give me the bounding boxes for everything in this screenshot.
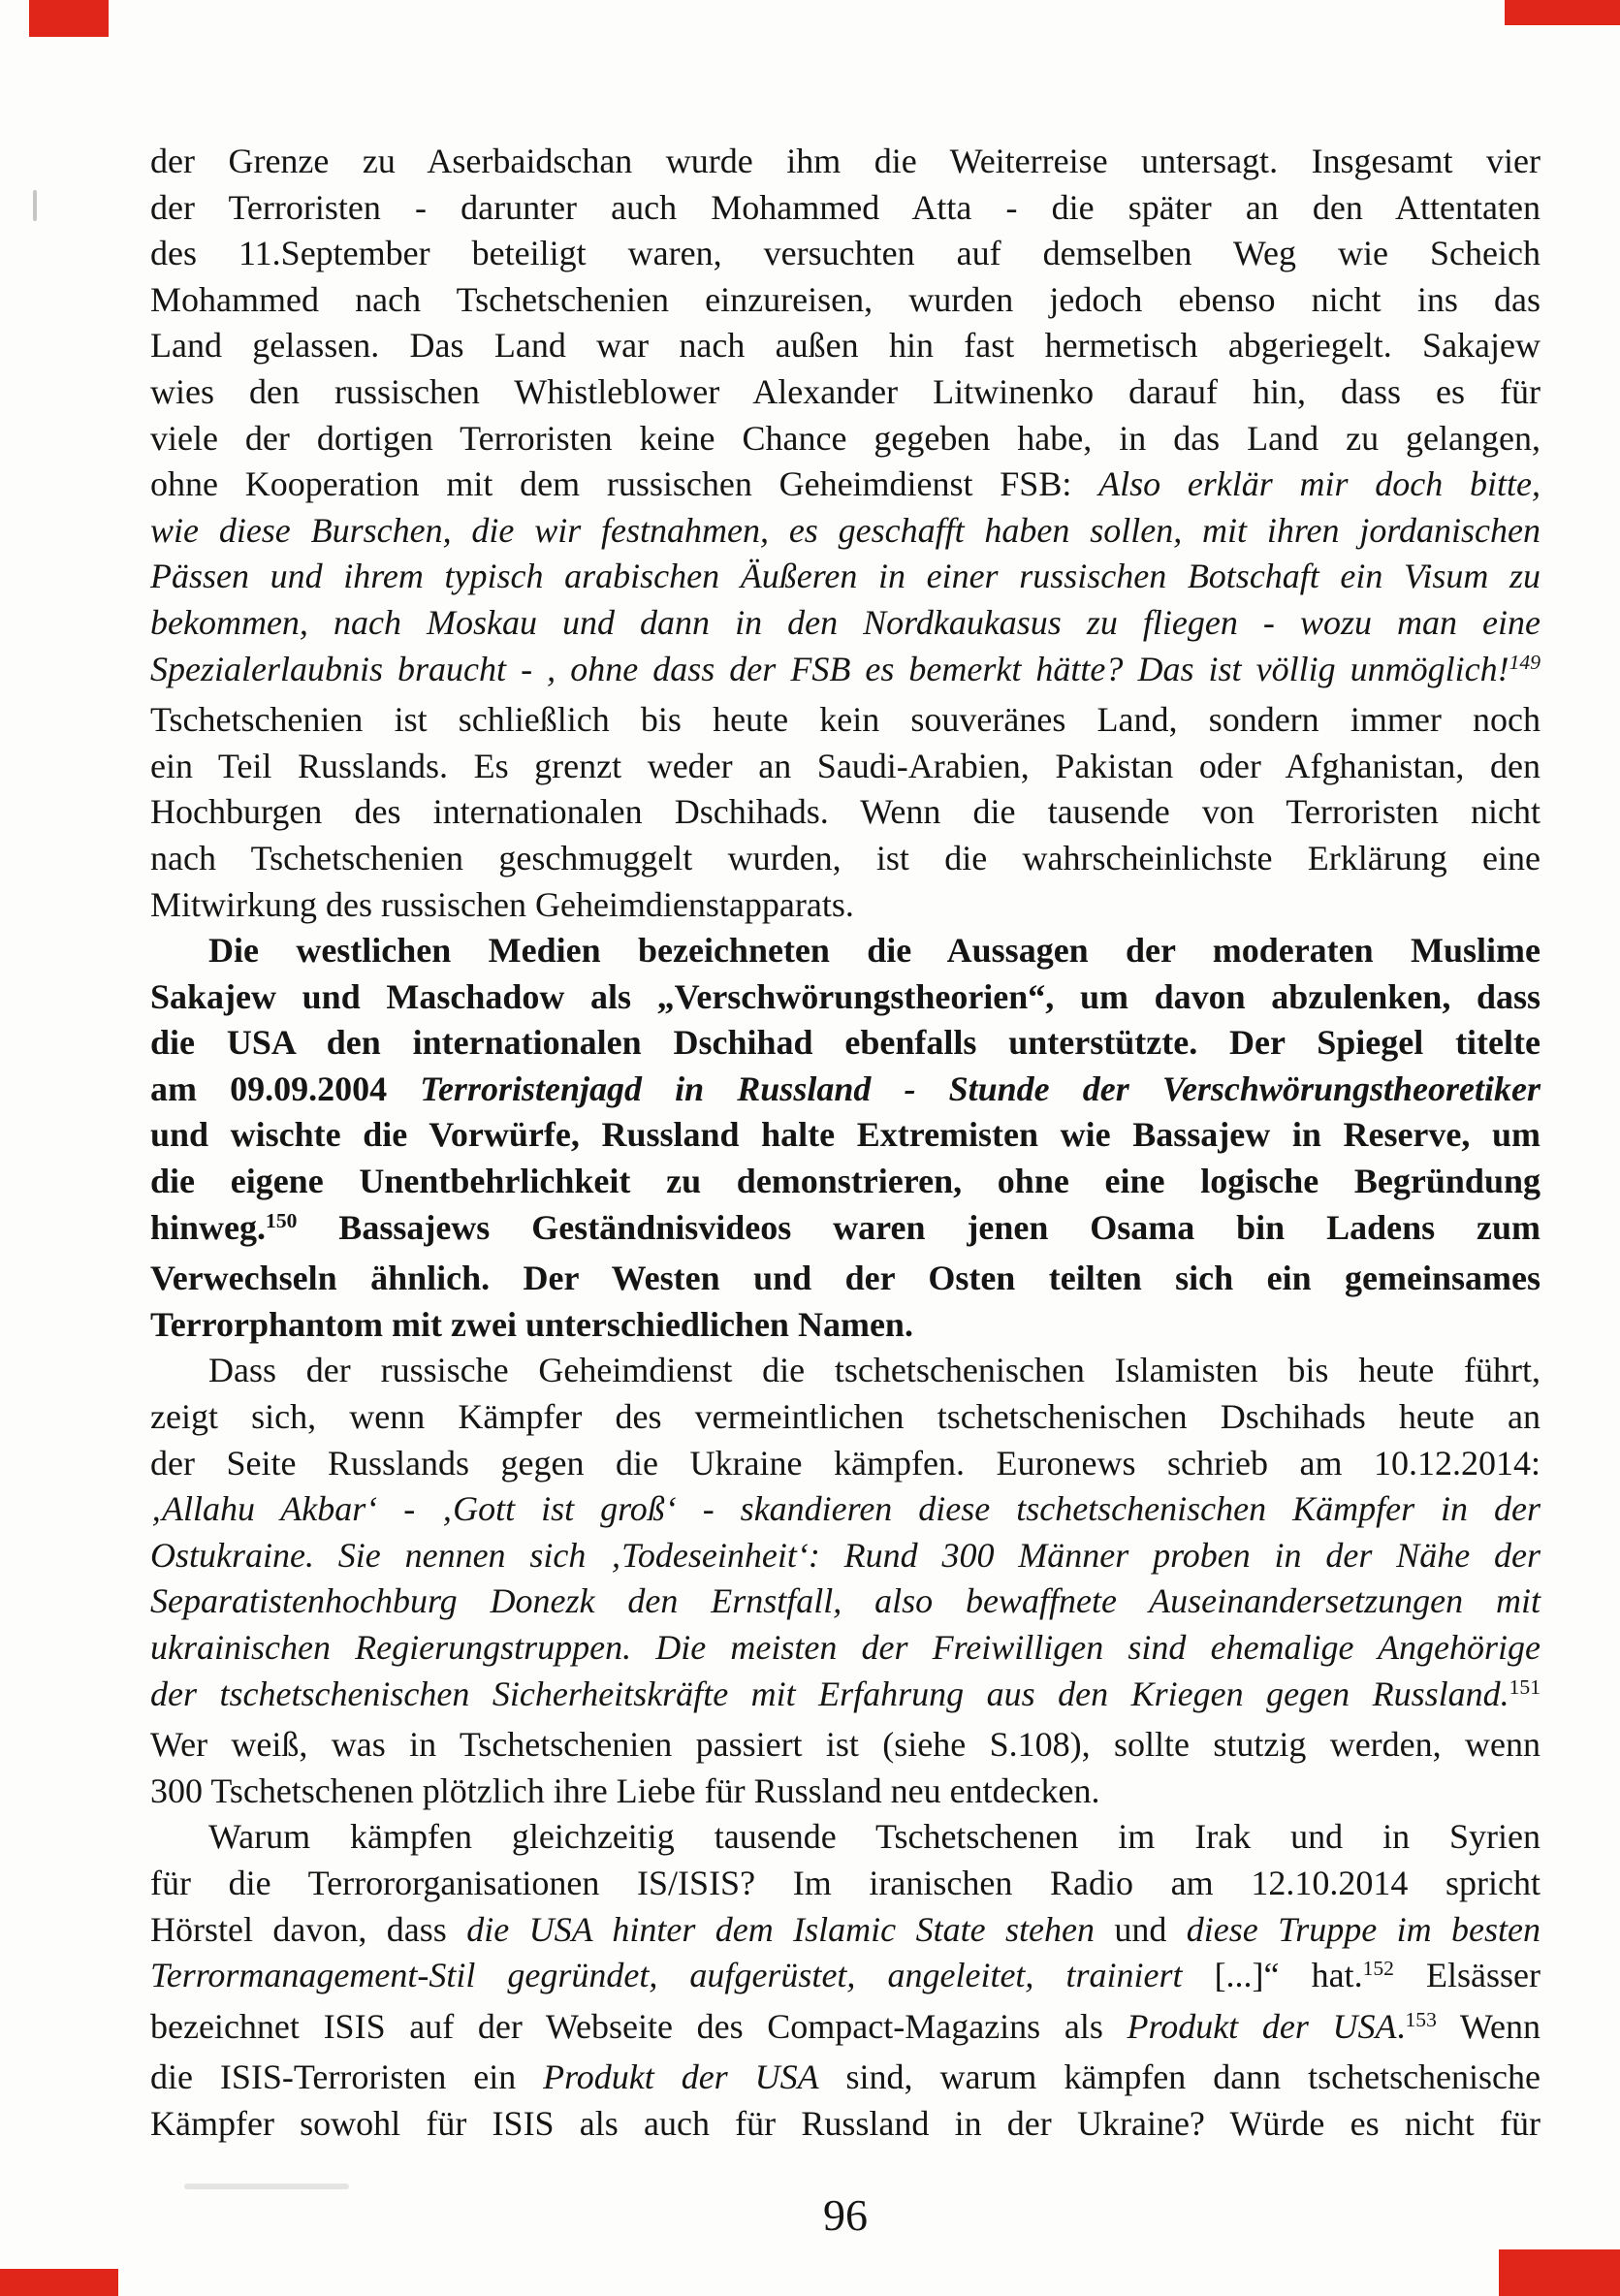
text-line [150,882,1541,929]
text-run: Terroristenjagd in Russland - Stunde der Verschwörungstheoretiker [420,1068,1541,1108]
text-run: Kämpfer sowohl für ISIS als auch für Russland in der Ukraine? Würde es nicht für [150,2103,1541,2143]
text-run: Hörstel davon, dass [150,1909,467,1949]
text-line [150,647,1541,698]
text-run: Produkt der USA [543,2057,819,2097]
text-run: Tschetschenien ist schließlich bis heute kein souveränes Land, sondern immer noch [150,700,1541,740]
text-run: Mitwirkung des russischen Geheimdienstapparats. [150,884,854,924]
text-run: viele der dortigen Terroristen keine Chance gegeben habe, in das Land zu gelangen, [150,418,1541,458]
scan-edge-mark-top-left [29,0,109,37]
text-line [150,836,1541,882]
text-run: . [1396,2006,1406,2046]
text-run: Elsässer [1393,1956,1541,1995]
text-line [150,1672,1541,1723]
text-run: Sakajew und Maschadow als „Verschwörungstheorien“, um davon abzulenken, dass [150,976,1541,1016]
text-line [150,697,1541,744]
text-run: ukrainischen Regierungstruppen. Die meisten der Freiwilligen sind ehemalige Angehörige [150,1628,1541,1667]
text-run: der Terroristen - darunter auch Mohammed Atta - die später an den Attentaten [150,187,1541,227]
text-run: sind, warum kämpfen dann tschetschenische [818,2057,1541,2097]
text-run: die USA hinter dem Islamic State stehen [466,1909,1095,1949]
text-line [150,928,1541,974]
text-run: Warum kämpfen gleichzeitig tausende Tschetschenen im Irak und in Syrien [208,1817,1541,1857]
text-line [150,600,1541,647]
text-run: wie diese Burschen, die wir festnahmen, es geschafft haben sollen, mit ihren jordanischen [150,510,1541,550]
text-run: Wenn [1436,2006,1541,2046]
text-line [150,2055,1541,2101]
text-run: diese Truppe im besten [1186,1909,1541,1949]
text-run: der Grenze zu Aserbaidschan wurde ihm die Weiterreise untersagt. Insgesamt vier [150,142,1541,180]
text-line [150,974,1541,1021]
text-line [150,744,1541,790]
text-line [150,2004,1541,2056]
text-run: Hochburgen des internationalen Dschihads. Wenn die tausende von Terroristen nicht [150,792,1541,832]
text-line [150,1486,1541,1533]
text-run: und wischte die Vorwürfe, Russland halte Extremisten wie Bassajew in Reserve, um [150,1115,1541,1155]
scan-edge-mark-top-right [1505,0,1620,25]
text-run: Pässen und ihrem typisch arabischen Äußeren in einer russischen Botschaft ein Visum zu [150,557,1541,596]
text-run: Mohammed nach Tschetschenien einzureisen, wurden jedoch ebenso nicht ins das [150,279,1541,319]
footnote-ref: 153 [1405,2007,1437,2031]
text-line [150,1205,1541,1257]
footnote-ref: 150 [266,1208,298,1232]
text-run: Terrormanagement-Stil gegründet, aufgerüstet, angeleitet, trainiert [150,1956,1215,1995]
text-run: Produkt der USA [1127,2006,1397,2046]
text-run: hinweg. [150,1207,267,1247]
text-line [150,1441,1541,1487]
text-line [150,1625,1541,1672]
text-run: Die westlichen Medien bezeichneten die Aussagen der moderaten Muslime [208,931,1541,971]
text-run: Spezialerlaubnis braucht - , ohne dass der FSB es bemerkt hätte? Das ist völlig unmöglich! [150,649,1509,688]
page-number: 96 [823,2190,868,2240]
text-line [150,1578,1541,1625]
text-line [150,462,1541,508]
text-line [150,1814,1541,1861]
text-line [150,369,1541,416]
text-line [150,139,1541,185]
text-line [150,1394,1541,1441]
text-line [150,1722,1541,1769]
text-run: Dass der russische Geheimdienst die tschetschenischen Islamisten bis heute führt, [208,1351,1541,1390]
text-run: und [1094,1909,1187,1949]
text-line [150,1112,1541,1159]
text-line [150,1020,1541,1067]
text-line [150,1533,1541,1579]
text-line [150,1953,1541,2004]
text-run: Land gelassen. Das Land war nach außen hin fast hermetisch abgeriegelt. Sakajew [150,326,1541,366]
text-line [150,1907,1541,1954]
text-line [150,1769,1541,1815]
footnote-ref: 152 [1362,1957,1394,1981]
text-run: zeigt sich, wenn Kämpfer des vermeintlichen tschetschenischen Dschihads heute an [150,1397,1541,1437]
text-line [150,508,1541,555]
text-line [150,1861,1541,1907]
scan-edge-mark-bottom-right [1499,2249,1620,2296]
text-line [150,416,1541,462]
text-line [150,231,1541,277]
scan-artifact-dash [33,190,37,221]
text-run: am 09.09.2004 [150,1068,421,1108]
text-run: Wer weiß, was in Tschetschenien passiert ist (siehe S.108), sollte stutzig werden, wenn [150,1725,1541,1765]
text-line [150,185,1541,232]
body-text [150,139,1541,2148]
text-run: der Seite Russlands gegen die Ukraine kämpfen. Euronews schrieb am 10.12.2014: [150,1443,1541,1483]
text-run: Separatistenhochburg Donezk den Ernstfall, also bewaffnete Auseinandersetzungen mit [150,1581,1541,1621]
text-line [150,2101,1541,2148]
text-line [150,1348,1541,1394]
text-line [150,1159,1541,1205]
text-run: Ostukraine. Sie nennen sich ‚Todeseinheit‘: Rund 300 Männer proben in der Nähe der [150,1535,1541,1575]
text-line [150,1302,1541,1349]
text-line [150,277,1541,324]
text-run: ‚Allahu Akbar‘ - ‚Gott ist groß‘ - skandieren diese tschetschenischen Kämpfer in der [150,1489,1541,1529]
text-line [150,1256,1541,1302]
text-run: Bassajews Geständnisvideos waren jenen Osama bin Ladens zum [297,1207,1541,1247]
text-run: nach Tschetschenien geschmuggelt wurden, ist die wahrscheinlichste Erklärung eine [150,838,1541,877]
text-run: Verwechseln ähnlich. Der Westen und der Osten teilten sich ein gemeinsames [150,1259,1541,1298]
text-run: der tschetschenischen Sicherheitskräfte mit Erfahrung aus den Kriegen gegen Russland. [150,1674,1509,1713]
text-run: [...]“ hat. [1214,1956,1363,1995]
footnote-ref: 149 [1509,650,1541,674]
text-run: für die Terrororganisationen IS/ISIS? Im iranischen Radio am 12.10.2014 spricht [150,1863,1541,1902]
text-line [150,554,1541,600]
text-run: die ISIS-Terroristen ein [150,2057,544,2097]
text-run: Terrorphantom mit zwei unterschiedlichen Namen. [150,1304,913,1344]
text-run: bezeichnet ISIS auf der Webseite des Compact-Magazins als [150,2006,1128,2046]
text-run: wies den russischen Whistleblower Alexander Litwinenko darauf hin, dass es für [150,371,1541,411]
text-run: ein Teil Russlands. Es grenzt weder an Saudi-Arabien, Pakistan oder Afghanistan, den [150,746,1541,785]
text-run: die USA den internationalen Dschihad ebenfalls unterstützte. Der Spiegel titelte [150,1023,1541,1063]
text-run: bekommen, nach Moskau und dann in den Nordkaukasus zu fliegen - wozu man eine [150,602,1541,642]
text-run: des 11.September beteiligt waren, versuchten auf demselben Weg wie Scheich [150,234,1541,273]
text-run: Also erklär mir doch bitte, [1098,464,1541,504]
scan-edge-mark-bottom-left [0,2269,118,2296]
text-line [150,789,1541,836]
text-run: 300 Tschetschenen plötzlich ihre Liebe für Russland neu entdecken. [150,1770,1100,1810]
text-run: die eigene Unentbehrlichkeit zu demonstrieren, ohne eine logische Begründung [150,1162,1541,1201]
text-run: ohne Kooperation mit dem russischen Geheimdienst FSB: [150,464,1099,504]
footnote-ref: 151 [1509,1674,1541,1699]
text-line [150,1067,1541,1113]
text-line [150,323,1541,369]
